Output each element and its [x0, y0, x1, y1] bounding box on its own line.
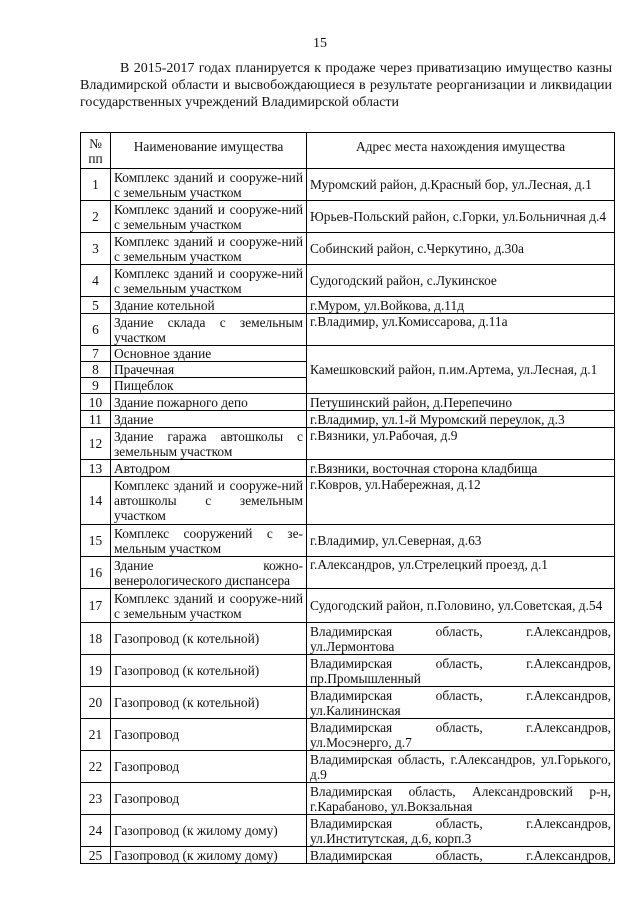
row-address: г.Ковров, ул.Набережная, д.12: [307, 477, 615, 525]
row-num: 10: [81, 394, 111, 411]
row-address: Владимирская область, Александровский р-н, г.Карабаново, ул.Вокзальная: [307, 783, 615, 815]
row-name: Здание пожарного депо: [111, 394, 307, 411]
table-row: [81, 655, 615, 687]
row-num: 23: [81, 783, 111, 815]
table-row: [81, 297, 615, 314]
row-num: 21: [81, 719, 111, 751]
row-num: 4: [81, 265, 111, 297]
table-row: [81, 847, 615, 864]
row-name: Комплекс зданий и сооруже-ний с земельным участком: [111, 201, 307, 233]
row-num: 25: [81, 847, 111, 864]
row-address: Владимирская область, г.Александров, ул.Лермонтова: [307, 623, 615, 655]
row-num: 12: [81, 428, 111, 460]
table-row: [81, 411, 615, 428]
row-num: 2: [81, 201, 111, 233]
intro-paragraph: В 2015-2017 годах планируется к продаже через приватизацию имущество казны Владимирской области и высвобождающиеся в результате реорганизации и ликвидации государственных учреждений Владимирской области: [80, 61, 612, 110]
row-name: Комплекс сооружений с зе-мельным участком: [111, 525, 307, 557]
table-row: [81, 477, 615, 525]
row-num: 22: [81, 751, 111, 783]
row-address: г.Вязники, ул.Рабочая, д.9: [307, 428, 615, 460]
row-num: 1: [81, 169, 111, 201]
row-num: 24: [81, 815, 111, 847]
table-row: [81, 169, 615, 201]
row-address: Муромский район, д.Красный бор, ул.Лесная, д.1: [307, 169, 615, 201]
row-name: Газопровод (к котельной): [111, 623, 307, 655]
row-name: Газопровод: [111, 719, 307, 751]
row-num: 18: [81, 623, 111, 655]
table-row: [81, 719, 615, 751]
table-row: [81, 525, 615, 557]
row-address: Петушинский район, д.Перепечино: [307, 394, 615, 411]
row-name: Комплекс зданий и сооруже-ний с земельным участком: [111, 233, 307, 265]
row-address: Собинский район, с.Черкутино, д.30а: [307, 233, 615, 265]
row-num: 14: [81, 477, 111, 525]
row-num: 9: [81, 378, 111, 394]
page-number: 15: [313, 36, 327, 51]
row-name: Газопровод (к жилому дому): [111, 847, 307, 864]
table-row: [81, 201, 615, 233]
table-row: [81, 589, 615, 623]
row-name: Здание гаража автошколы с земельным участком: [111, 428, 307, 460]
row-num: 15: [81, 525, 111, 557]
table-row: [81, 428, 615, 460]
row-address: Владимирская область, г.Александров, пр.Промышленный: [307, 655, 615, 687]
row-name: Автодром: [111, 460, 307, 477]
row-address: Владимирская область, г.Александров,: [307, 847, 615, 864]
row-name: Комплекс зданий и сооруже-ний с земельным участком: [111, 589, 307, 623]
row-address: г.Владимир, ул.Северная, д.63: [307, 525, 615, 557]
row-num: 19: [81, 655, 111, 687]
row-name: Газопровод: [111, 751, 307, 783]
row-num: 20: [81, 687, 111, 719]
row-address: Владимирская область, г.Александров, ул.Калининская: [307, 687, 615, 719]
row-name: Пищеблок: [111, 378, 307, 394]
row-address: Юрьев-Польский район, с.Горки, ул.Больничная д.4: [307, 201, 615, 233]
row-name: Комплекс зданий и сооруже-ний автошколы с земельным участком: [111, 477, 307, 525]
row-name: Газопровод: [111, 783, 307, 815]
table-row: [81, 783, 615, 815]
row-num: 16: [81, 557, 111, 589]
row-name: Газопровод (к жилому дому): [111, 815, 307, 847]
row-address: г.Александров, ул.Стрелецкий проезд, д.1: [307, 557, 615, 589]
table-header-row: [81, 133, 615, 169]
row-num: 11: [81, 411, 111, 428]
table-row: [81, 346, 615, 362]
header-address: Адрес места нахождения имущества: [307, 133, 615, 169]
header-num: № пп: [81, 133, 111, 169]
row-name: Здание кожно-венерологического диспансера: [111, 557, 307, 589]
property-table: [80, 132, 615, 864]
table-row: [81, 751, 615, 783]
row-name: Здание котельной: [111, 297, 307, 314]
row-name: Прачечная: [111, 362, 307, 378]
table-row: [81, 687, 615, 719]
row-name: Комплекс зданий и сооруже-ний с земельным участком: [111, 265, 307, 297]
row-address: Судогодский район, п.Головино, ул.Советская, д.54: [307, 589, 615, 623]
row-address: Судогодский район, с.Лукинское: [307, 265, 615, 297]
row-address: г.Владимир, ул.1-й Муромский переулок, д.3: [307, 411, 615, 428]
row-num: 6: [81, 314, 111, 346]
table-row: [81, 815, 615, 847]
row-name: Комплекс зданий и сооруже-ний с земельным участком: [111, 169, 307, 201]
row-name: Газопровод (к котельной): [111, 687, 307, 719]
row-num: 8: [81, 362, 111, 378]
table-row: [81, 314, 615, 346]
table-row: [81, 265, 615, 297]
row-num: 7: [81, 346, 111, 362]
row-name: Газопровод (к котельной): [111, 655, 307, 687]
row-num: 5: [81, 297, 111, 314]
table-row: [81, 623, 615, 655]
row-name: Основное здание: [111, 346, 307, 362]
row-num: 3: [81, 233, 111, 265]
table-row: [81, 233, 615, 265]
row-address: Владимирская область, г.Александров, ул.Горького, д.9: [307, 751, 615, 783]
header-name: Наименование имущества: [111, 133, 307, 169]
row-address: г.Муром, ул.Войкова, д.11д: [307, 297, 615, 314]
row-address: Владимирская область, г.Александров, ул.Мосэнерго, д.7: [307, 719, 615, 751]
row-address: г.Вязники, восточная сторона кладбища: [307, 460, 615, 477]
row-address: Камешковский район, п.им.Артема, ул.Лесная, д.1: [307, 346, 615, 394]
row-address: г.Владимир, ул.Комиссарова, д.11а: [307, 314, 615, 346]
row-name: Здание: [111, 411, 307, 428]
row-num: 13: [81, 460, 111, 477]
table-row: [81, 460, 615, 477]
table-row: [81, 557, 615, 589]
row-address: Владимирская область, г.Александров, ул.Институтская, д.6, корп.3: [307, 815, 615, 847]
row-num: 17: [81, 589, 111, 623]
row-name: Здание склада с земельным участком: [111, 314, 307, 346]
table-row: [81, 394, 615, 411]
